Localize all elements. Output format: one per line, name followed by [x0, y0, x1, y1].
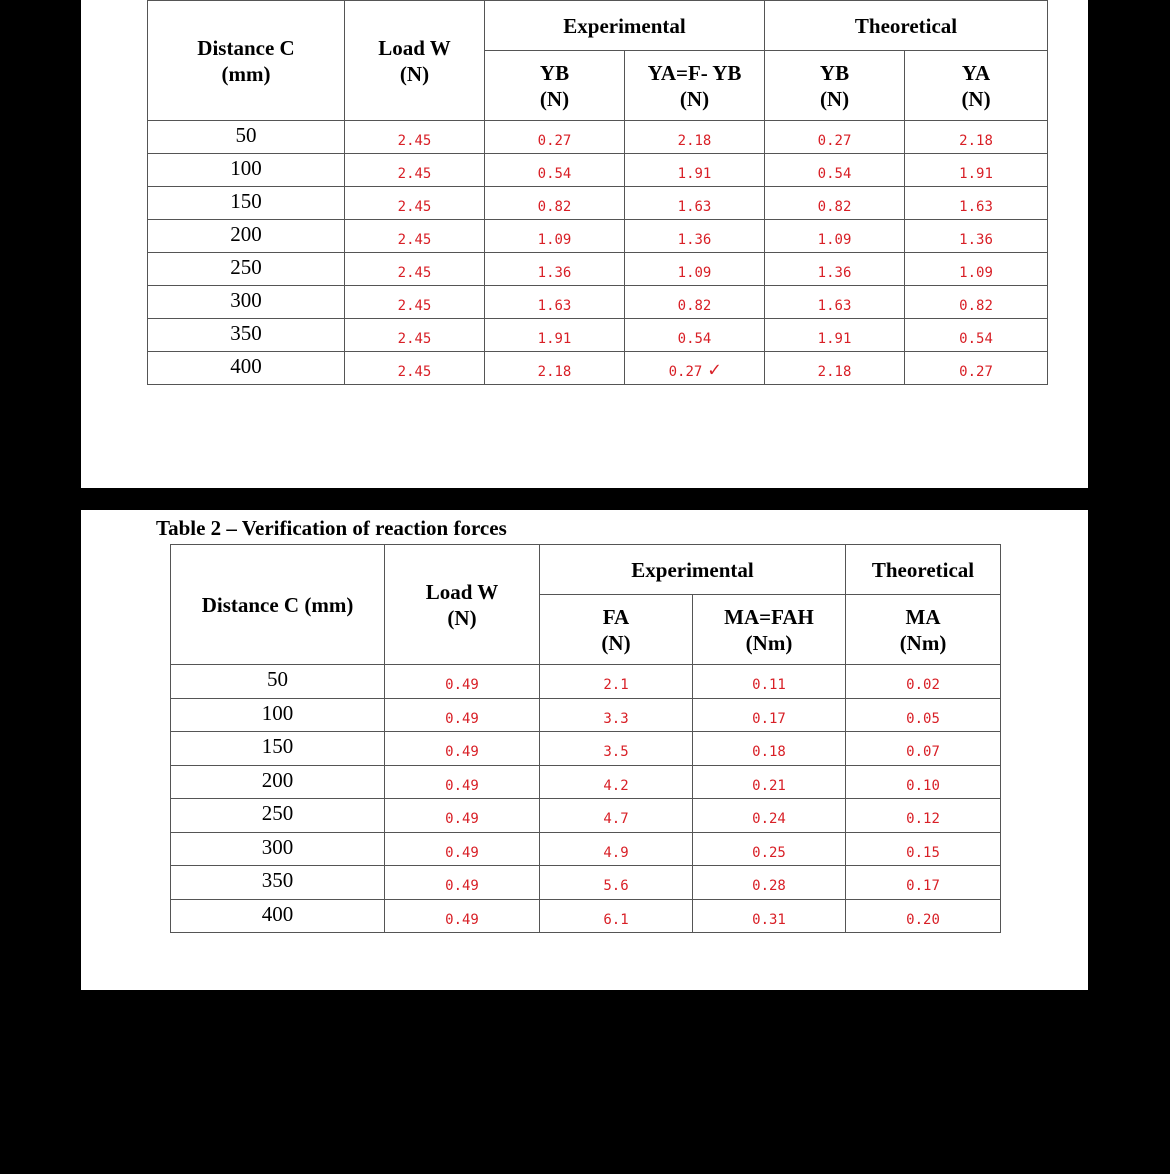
header-theoretical: Theoretical: [765, 1, 1048, 51]
cell-ma-th: 0.20: [846, 899, 1001, 933]
table-row: [148, 352, 1048, 385]
header-fa: FA (N): [540, 595, 693, 665]
cell-exp-ya: 0.27 ✓: [625, 352, 765, 385]
table-row: [148, 187, 1048, 220]
cell-ma-exp: 0.28: [693, 866, 846, 900]
header-experimental: Experimental: [540, 545, 846, 595]
cell-distance: 300: [171, 832, 385, 866]
header-distance: Distance C (mm): [171, 545, 385, 665]
table-row: [171, 866, 1001, 900]
cell-fa: 2.1: [540, 665, 693, 699]
cell-distance: 150: [171, 732, 385, 766]
header-load: Load W (N): [385, 545, 540, 665]
cell-ma-th: 0.17: [846, 866, 1001, 900]
cell-exp-ya: 0.54: [625, 319, 765, 352]
table-row: [171, 799, 1001, 833]
cell-distance: 200: [171, 765, 385, 799]
cell-ma-exp: 0.25: [693, 832, 846, 866]
table-row: [148, 121, 1048, 154]
cell-distance: 50: [171, 665, 385, 699]
cell-load: 0.49: [385, 866, 540, 900]
table-row: [171, 899, 1001, 933]
table-row: [171, 732, 1001, 766]
cell-distance: 50: [148, 121, 345, 154]
cell-exp-yb: 1.09: [485, 220, 625, 253]
header-load: Load W (N): [345, 1, 485, 121]
cell-load: 0.49: [385, 665, 540, 699]
cell-distance: 350: [148, 319, 345, 352]
cell-fa: 3.5: [540, 732, 693, 766]
cell-ma-exp: 0.18: [693, 732, 846, 766]
cell-th-ya: 0.54: [905, 319, 1048, 352]
cell-ma-th: 0.10: [846, 765, 1001, 799]
header-ma-exp: MA=FAH (Nm): [693, 595, 846, 665]
cell-exp-ya: 1.91: [625, 154, 765, 187]
cell-th-ya: 2.18: [905, 121, 1048, 154]
cell-exp-ya: 1.36: [625, 220, 765, 253]
cell-ma-th: 0.05: [846, 698, 1001, 732]
header-theoretical: Theoretical: [846, 545, 1001, 595]
cell-load: 2.45: [345, 187, 485, 220]
cell-th-ya: 0.27: [905, 352, 1048, 385]
cell-ma-exp: 0.21: [693, 765, 846, 799]
cell-distance: 250: [171, 799, 385, 833]
cell-ma-th: 0.02: [846, 665, 1001, 699]
cell-th-yb: 1.91: [765, 319, 905, 352]
cell-fa: 3.3: [540, 698, 693, 732]
cell-th-yb: 1.09: [765, 220, 905, 253]
table-row: [171, 665, 1001, 699]
cell-ma-exp: 0.11: [693, 665, 846, 699]
cell-fa: 5.6: [540, 866, 693, 900]
cell-th-yb: 2.18: [765, 352, 905, 385]
table-row: [148, 253, 1048, 286]
cell-load: 2.45: [345, 352, 485, 385]
cell-load: 2.45: [345, 220, 485, 253]
cell-th-yb: 0.54: [765, 154, 905, 187]
cell-th-ya: 1.36: [905, 220, 1048, 253]
cell-th-ya: 1.91: [905, 154, 1048, 187]
cell-load: 0.49: [385, 732, 540, 766]
cell-fa: 4.2: [540, 765, 693, 799]
table-2-caption: Table 2 – Verification of reaction forces: [156, 516, 507, 540]
table-2: [170, 544, 1001, 933]
table-row: [148, 220, 1048, 253]
cell-load: 0.49: [385, 899, 540, 933]
header-exp-ya: YA=F- YB (N): [625, 51, 765, 121]
cell-exp-yb: 1.91: [485, 319, 625, 352]
cell-exp-ya: 1.63: [625, 187, 765, 220]
header-distance: Distance C (mm): [148, 1, 345, 121]
table-row: [171, 698, 1001, 732]
cell-ma-th: 0.07: [846, 732, 1001, 766]
cell-distance: 150: [148, 187, 345, 220]
cell-load: 0.49: [385, 698, 540, 732]
cell-th-yb: 0.27: [765, 121, 905, 154]
cell-th-yb: 0.82: [765, 187, 905, 220]
cell-exp-ya: 0.82: [625, 286, 765, 319]
cell-exp-ya: 2.18: [625, 121, 765, 154]
cell-load: 2.45: [345, 319, 485, 352]
cell-distance: 350: [171, 866, 385, 900]
cell-th-ya: 0.82: [905, 286, 1048, 319]
cell-distance: 250: [148, 253, 345, 286]
cell-exp-yb: 2.18: [485, 352, 625, 385]
table-row: [171, 832, 1001, 866]
cell-distance: 400: [148, 352, 345, 385]
cell-load: 0.49: [385, 765, 540, 799]
cell-load: 2.45: [345, 286, 485, 319]
cell-load: 0.49: [385, 832, 540, 866]
cell-exp-ya: 1.09: [625, 253, 765, 286]
cell-distance: 300: [148, 286, 345, 319]
cell-load: 2.45: [345, 154, 485, 187]
cell-exp-yb: 1.63: [485, 286, 625, 319]
table2-sheet: [81, 510, 1088, 990]
header-th-ya: YA (N): [905, 51, 1048, 121]
cell-distance: 100: [171, 698, 385, 732]
cell-fa: 4.7: [540, 799, 693, 833]
table-row: [148, 154, 1048, 187]
cell-distance: 400: [171, 899, 385, 933]
cell-exp-yb: 0.54: [485, 154, 625, 187]
cell-fa: 6.1: [540, 899, 693, 933]
header-exp-yb: YB (N): [485, 51, 625, 121]
cell-ma-exp: 0.31: [693, 899, 846, 933]
header-experimental: Experimental: [485, 1, 765, 51]
header-th-yb: YB (N): [765, 51, 905, 121]
cell-th-yb: 1.63: [765, 286, 905, 319]
header-ma-th: MA (Nm): [846, 595, 1001, 665]
cell-distance: 100: [148, 154, 345, 187]
cell-ma-exp: 0.17: [693, 698, 846, 732]
cell-th-ya: 1.09: [905, 253, 1048, 286]
table1-sheet: [81, 0, 1088, 488]
cell-distance: 200: [148, 220, 345, 253]
table-row: [171, 765, 1001, 799]
cell-ma-th: 0.15: [846, 832, 1001, 866]
cell-load: 2.45: [345, 121, 485, 154]
check-mark-icon: ✓: [708, 356, 721, 381]
cell-load: 2.45: [345, 253, 485, 286]
cell-exp-yb: 0.82: [485, 187, 625, 220]
cell-th-yb: 1.36: [765, 253, 905, 286]
cell-ma-exp: 0.24: [693, 799, 846, 833]
cell-th-ya: 1.63: [905, 187, 1048, 220]
cell-load: 0.49: [385, 799, 540, 833]
cell-exp-yb: 1.36: [485, 253, 625, 286]
cell-ma-th: 0.12: [846, 799, 1001, 833]
cell-fa: 4.9: [540, 832, 693, 866]
table-row: [148, 286, 1048, 319]
table-row: [148, 319, 1048, 352]
cell-exp-yb: 0.27: [485, 121, 625, 154]
table-1: [147, 0, 1048, 385]
